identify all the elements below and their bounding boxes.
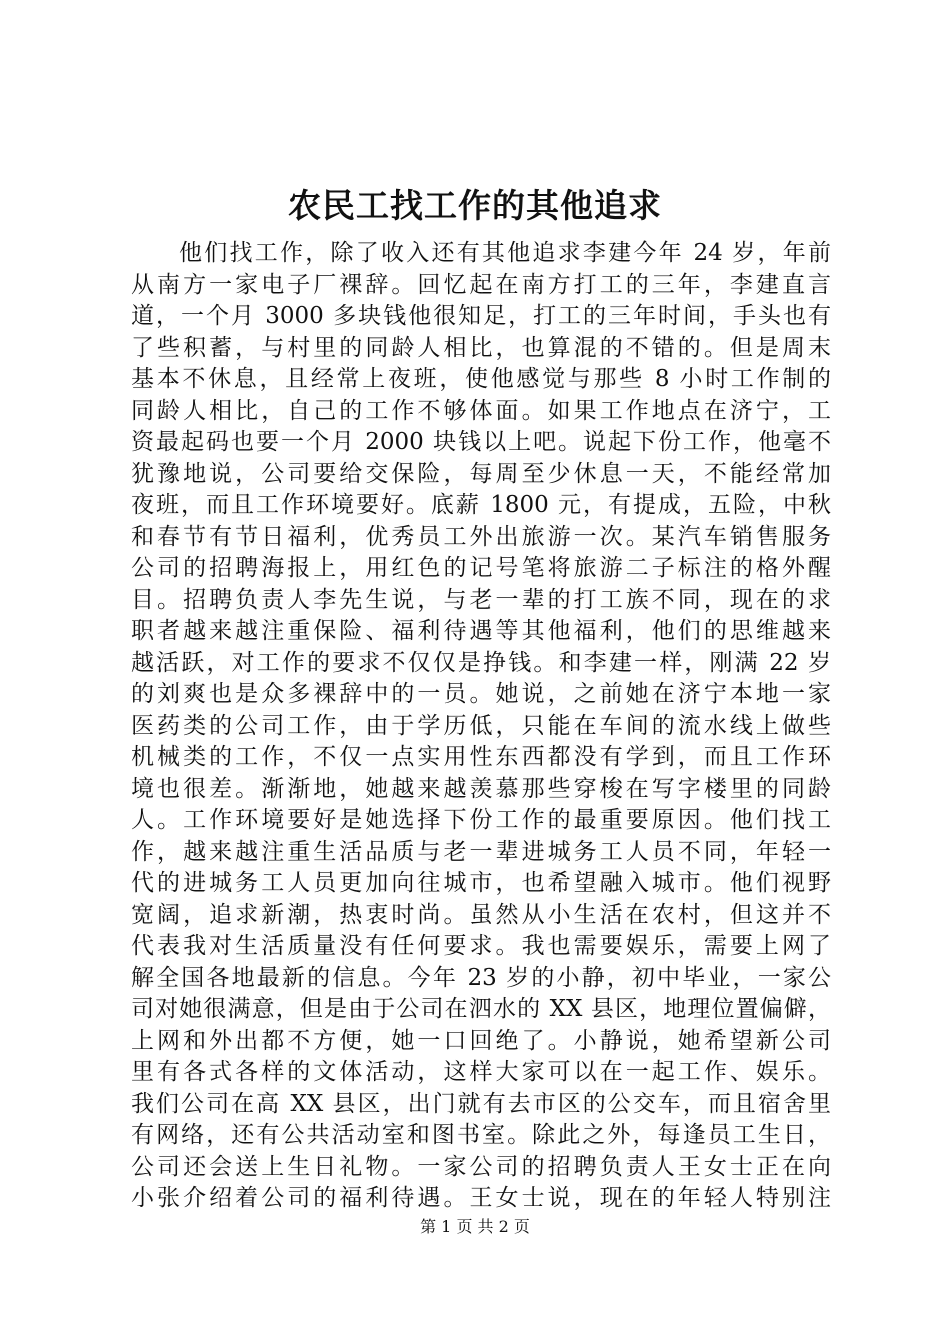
- body-line: 资最起码也要一个月 2000 块钱以上吧。说起下份工作，他毫不: [131, 429, 831, 455]
- body-line: 从南方一家电子厂裸辞。回忆起在南方打工的三年，李建直言: [131, 271, 831, 298]
- body-line: 宽阔，追求新潮，热衷时尚。虽然从小生活在农村，但这并不: [131, 901, 831, 928]
- body-text: [131, 238, 831, 1215]
- body-line: 越活跃，对工作的要求不仅仅是挣钱。和李建一样，刚满 22 岁: [131, 649, 831, 676]
- body-line: 代表我对生活质量没有任何要求。我也需要娱乐，需要上网了: [131, 933, 831, 959]
- document-title: 农民工找工作的其他追求: [288, 186, 662, 225]
- body-line: 代的进城务工人员更加向往城市，也希望融入城市。他们视野: [131, 870, 831, 896]
- body-line: 机械类的工作，不仅一点实用性东西都没有学到，而且工作环: [131, 744, 831, 770]
- body-line: 境也很差。渐渐地，她越来越羡慕那些穿梭在写字楼里的同龄: [131, 775, 831, 802]
- body-line: 人。工作环境要好是她选择下份工作的最重要原因。他们找工: [131, 807, 831, 833]
- body-line: 解全国各地最新的信息。今年 23 岁的小静，初中毕业，一家公: [131, 964, 831, 991]
- body-line: 和春节有节日福利，优秀员工外出旅游一次。某汽车销售服务: [131, 523, 831, 550]
- body-line: 上网和外出都不方便，她一口回绝了。小静说，她希望新公司: [131, 1027, 831, 1054]
- body-line: 职者越来越注重保险、福利待遇等其他福利，他们的思维越来: [131, 618, 831, 644]
- page-footer: 第 1 页 共 2 页: [420, 1217, 530, 1236]
- body-line: 目。招聘负责人李先生说，与老一辈的打工族不同，现在的求: [131, 586, 831, 613]
- body-line: 医药类的公司工作，由于学历低，只能在车间的流水线上做些: [131, 712, 831, 739]
- body-line: 基本不休息，且经常上夜班，使他感觉与那些 8 小时工作制的: [131, 366, 831, 392]
- body-line: 公司的招聘海报上，用红色的记号笔将旅游二子标注的格外醒: [131, 555, 831, 581]
- body-line: 了些积蓄，与村里的同龄人相比，也算混的不错的。但是周末: [131, 334, 831, 361]
- body-line: 里有各式各样的文体活动，这样大家可以在一起工作、娱乐。: [131, 1059, 831, 1085]
- body-line: 犹豫地说，公司要给交保险，每周至少休息一天，不能经常加: [131, 460, 831, 487]
- body-line: 小张介绍着公司的福利待遇。王女士说，现在的年轻人特别注: [131, 1185, 831, 1211]
- body-line: 司对她很满意，但是由于公司在泗水的 XX 县区，地理位置偏僻，: [131, 996, 831, 1022]
- body-line: 我们公司在高 XX 县区，出门就有去市区的公交车，而且宿舍里: [131, 1090, 831, 1117]
- body-line: 公司还会送上生日礼物。一家公司的招聘负责人王女士正在向: [131, 1153, 831, 1180]
- body-line: 夜班，而且工作环境要好。底薪 1800 元，有提成，五险，中秋: [131, 492, 831, 518]
- body-line: 的刘爽也是众多裸辞中的一员。她说，之前她在济宁本地一家: [131, 681, 831, 707]
- body-line: 道，一个月 3000 多块钱他很知足，打工的三年时间，手头也有: [131, 303, 831, 329]
- body-line: 他们找工作，除了收入还有其他追求李建今年 24 岁，年前: [179, 240, 831, 266]
- body-line: 有网络，还有公共活动室和图书室。除此之外，每逢员工生日，: [131, 1122, 831, 1148]
- body-line: 同龄人相比，自己的工作不够体面。如果工作地点在济宁，工: [131, 397, 831, 424]
- body-line: 作，越来越注重生活品质与老一辈进城务工人员不同，年轻一: [131, 838, 831, 865]
